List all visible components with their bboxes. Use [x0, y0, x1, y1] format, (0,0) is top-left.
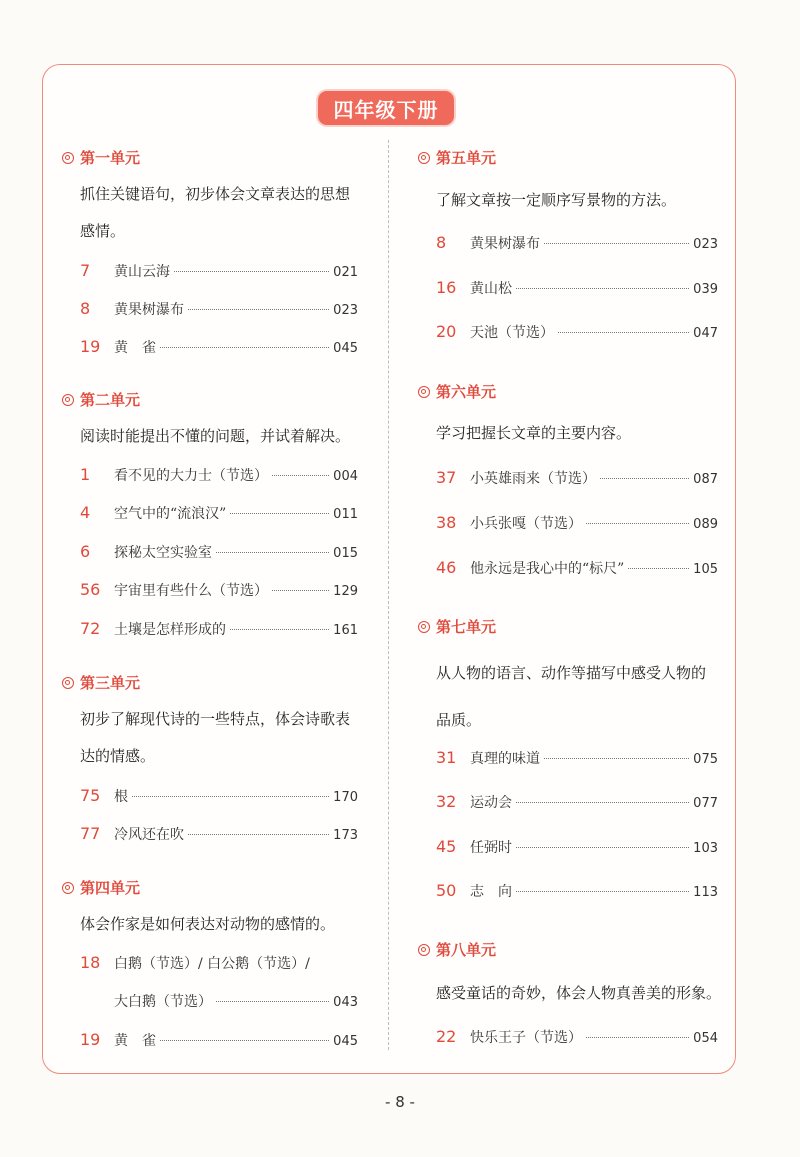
target-icon [62, 677, 74, 689]
entry-title: 看不见的大力士（节选） [114, 468, 268, 484]
goal-line: 感受童话的奇妙，体会人物真善美的形象。 [436, 984, 722, 1002]
leader-dots [132, 796, 329, 797]
entry-page: 113 [693, 885, 718, 900]
entry-number: 75 [80, 786, 101, 805]
entry-title: 真理的味道 [470, 751, 540, 767]
entry-title: 土壤是怎样形成的 [114, 622, 226, 638]
leader-dots [544, 243, 689, 244]
goal-line: 抓住关键语句，初步体会文章表达的思想 [80, 185, 351, 203]
unit-heading-label: 第二单元 [80, 391, 141, 409]
toc-entry[interactable] [80, 503, 358, 523]
toc-entry[interactable] [436, 881, 718, 901]
entry-page: 011 [333, 507, 358, 522]
entry-title: 他永远是我心中的“标尺” [470, 561, 625, 577]
entry-title: 黄 雀 [114, 1033, 156, 1049]
target-icon [418, 621, 430, 633]
entry-number: 16 [436, 278, 457, 297]
leader-dots [272, 590, 329, 591]
entry-number: 56 [80, 580, 101, 599]
entry-number: 18 [80, 953, 101, 972]
entry-number: 46 [436, 558, 457, 577]
leader-dots [586, 523, 689, 524]
entry-page: 015 [333, 546, 358, 561]
leader-dots [216, 552, 329, 553]
entry-page: 045 [333, 341, 358, 356]
goal-line: 阅读时能提出不懂的问题，并试着解决。 [80, 427, 351, 445]
column-divider [388, 140, 389, 1050]
toc-entry[interactable] [436, 837, 718, 857]
goal-line: 学习把握长文章的主要内容。 [436, 424, 632, 442]
unit-goal-6 [436, 415, 631, 452]
leader-dots [544, 758, 689, 759]
entry-page: 077 [693, 796, 718, 811]
leader-dots [516, 891, 689, 892]
toc-entry[interactable] [80, 465, 358, 485]
unit-goal-3 [80, 701, 350, 775]
toc-entry[interactable] [436, 468, 718, 488]
target-icon [62, 882, 74, 894]
unit-heading-6 [418, 381, 496, 402]
unit-heading-label: 第五单元 [436, 149, 497, 167]
goal-line: 体会作家是如何表达对动物的感情的。 [80, 915, 336, 933]
entry-page: 023 [333, 303, 358, 318]
leader-dots [230, 629, 329, 630]
entry-title: 志 向 [470, 884, 512, 900]
entry-title: 天池（节选） [470, 325, 554, 341]
unit-goal-5 [436, 182, 676, 219]
entry-number: 31 [436, 748, 457, 767]
entry-number: 20 [436, 322, 457, 341]
leader-dots [160, 347, 329, 348]
toc-entry[interactable] [436, 1027, 718, 1047]
leader-dots [516, 802, 689, 803]
toc-entry[interactable] [80, 261, 358, 281]
entry-page: 170 [333, 790, 358, 805]
unit-heading-label: 第四单元 [80, 879, 141, 897]
goal-line: 感情。 [80, 222, 126, 240]
entry-title: 根 [114, 789, 128, 805]
target-icon [418, 386, 430, 398]
entry-title: 空气中的“流浪汉” [114, 506, 227, 522]
entry-page: 039 [693, 282, 718, 297]
unit-heading-5 [418, 147, 496, 168]
toc-entry[interactable] [436, 748, 718, 768]
unit-heading-label: 第三单元 [80, 674, 141, 692]
entry-title: 黄果树瀑布 [114, 302, 184, 318]
entry-title: 黄果树瀑布 [470, 236, 540, 252]
entry-title: 小英雄雨来（节选） [470, 471, 596, 487]
entry-page: 089 [693, 517, 718, 532]
entry-title: 黄 雀 [114, 340, 156, 356]
unit-heading-label: 第一单元 [80, 149, 141, 167]
page-number: - 8 - [385, 1093, 415, 1111]
entry-page: 129 [333, 584, 358, 599]
entry-title: 黄山松 [470, 281, 512, 297]
unit-goal-8 [436, 975, 721, 1012]
target-icon [62, 394, 74, 406]
entry-title: 宇宙里有些什么（节选） [114, 583, 268, 599]
toc-entry[interactable] [436, 233, 718, 253]
entry-page: 023 [693, 237, 718, 252]
entry-number: 32 [436, 792, 457, 811]
entry-number: 22 [436, 1027, 457, 1046]
goal-line: 初步了解现代诗的一些特点，体会诗歌表 [80, 710, 351, 728]
entry-page: 004 [333, 469, 358, 484]
toc-entry[interactable] [80, 337, 358, 357]
target-icon [418, 944, 430, 956]
entry-number: 8 [436, 233, 447, 252]
entry-number: 19 [80, 337, 101, 356]
goal-line: 达的情感。 [80, 747, 156, 765]
entry-page: 173 [333, 828, 358, 843]
leader-dots [272, 475, 329, 476]
entry-page: 105 [693, 562, 718, 577]
unit-goal-2 [80, 418, 350, 455]
goal-line: 从人物的语言、动作等描写中感受人物的 [436, 664, 707, 682]
leader-dots [516, 847, 689, 848]
toc-entry[interactable] [436, 513, 718, 533]
entry-page: 045 [333, 1034, 358, 1049]
entry-page: 047 [693, 326, 718, 341]
toc-entry[interactable] [80, 1030, 358, 1050]
entry-title: 大白鹅（节选） [114, 994, 212, 1010]
entry-number: 4 [80, 503, 91, 522]
entry-number: 7 [80, 261, 91, 280]
entry-page: 161 [333, 623, 358, 638]
entry-page: 021 [333, 265, 358, 280]
entry-number: 8 [80, 299, 91, 318]
goal-line: 品质。 [436, 711, 482, 729]
entry-title: 黄山云海 [114, 264, 170, 280]
toc-entry[interactable] [80, 542, 358, 562]
toc-entry[interactable] [436, 322, 718, 342]
entry-title: 快乐王子（节选） [470, 1030, 582, 1046]
entry-page: 075 [693, 752, 718, 767]
leader-dots [516, 288, 689, 289]
unit-goal-7 [436, 650, 706, 744]
unit-heading-label: 第八单元 [436, 941, 497, 959]
leader-dots [188, 834, 329, 835]
unit-heading-4 [62, 877, 140, 898]
toc-entry[interactable] [436, 558, 718, 578]
entry-title: 小兵张嘎（节选） [470, 516, 582, 532]
unit-heading-2 [62, 389, 140, 410]
entry-number: 37 [436, 468, 457, 487]
toc-entry[interactable] [80, 953, 358, 973]
entry-number: 6 [80, 542, 91, 561]
leader-dots [230, 513, 329, 514]
entry-number: 19 [80, 1030, 101, 1049]
entry-page: 054 [693, 1031, 718, 1046]
unit-goal-4 [80, 906, 335, 943]
unit-goal-1 [80, 176, 350, 250]
entry-page: 087 [693, 472, 718, 487]
leader-dots [586, 1037, 689, 1038]
toc-entry[interactable] [80, 824, 358, 844]
unit-heading-3 [62, 672, 140, 693]
toc-entry[interactable] [80, 786, 358, 806]
goal-line: 了解文章按一定顺序写景物的方法。 [436, 191, 677, 209]
toc-entry-continued[interactable] [114, 991, 358, 1011]
unit-heading-7 [418, 616, 496, 637]
leader-dots [174, 271, 329, 272]
target-icon [62, 152, 74, 164]
entry-page: 043 [333, 995, 358, 1010]
entry-number: 45 [436, 837, 457, 856]
leader-dots [160, 1040, 329, 1041]
entry-title: 任弼时 [470, 840, 512, 856]
toc-entry[interactable] [80, 580, 358, 600]
leader-dots [216, 1001, 329, 1002]
entry-number: 38 [436, 513, 457, 532]
entry-number: 50 [436, 881, 457, 900]
entry-title: 白鹅（节选）/ 白公鹅（节选）/ [114, 956, 310, 972]
entry-title: 探秘太空实验室 [114, 545, 212, 561]
toc-entry[interactable] [80, 299, 358, 319]
leader-dots [188, 309, 329, 310]
toc-entry[interactable] [436, 278, 718, 298]
toc-entry[interactable] [80, 619, 358, 639]
entry-number: 77 [80, 824, 101, 843]
unit-heading-label: 第七单元 [436, 618, 497, 636]
leader-dots [600, 478, 689, 479]
entry-number: 1 [80, 465, 91, 484]
unit-heading-label: 第六单元 [436, 383, 497, 401]
grade-title: 四年级下册 [318, 91, 454, 125]
entry-number: 72 [80, 619, 101, 638]
entry-title: 运动会 [470, 795, 512, 811]
unit-heading-8 [418, 939, 496, 960]
toc-entry[interactable] [436, 792, 718, 812]
entry-page: 103 [693, 841, 718, 856]
entry-title: 冷风还在吹 [114, 827, 184, 843]
target-icon [418, 152, 430, 164]
leader-dots [558, 332, 689, 333]
unit-heading-1 [62, 147, 140, 168]
leader-dots [628, 568, 689, 569]
